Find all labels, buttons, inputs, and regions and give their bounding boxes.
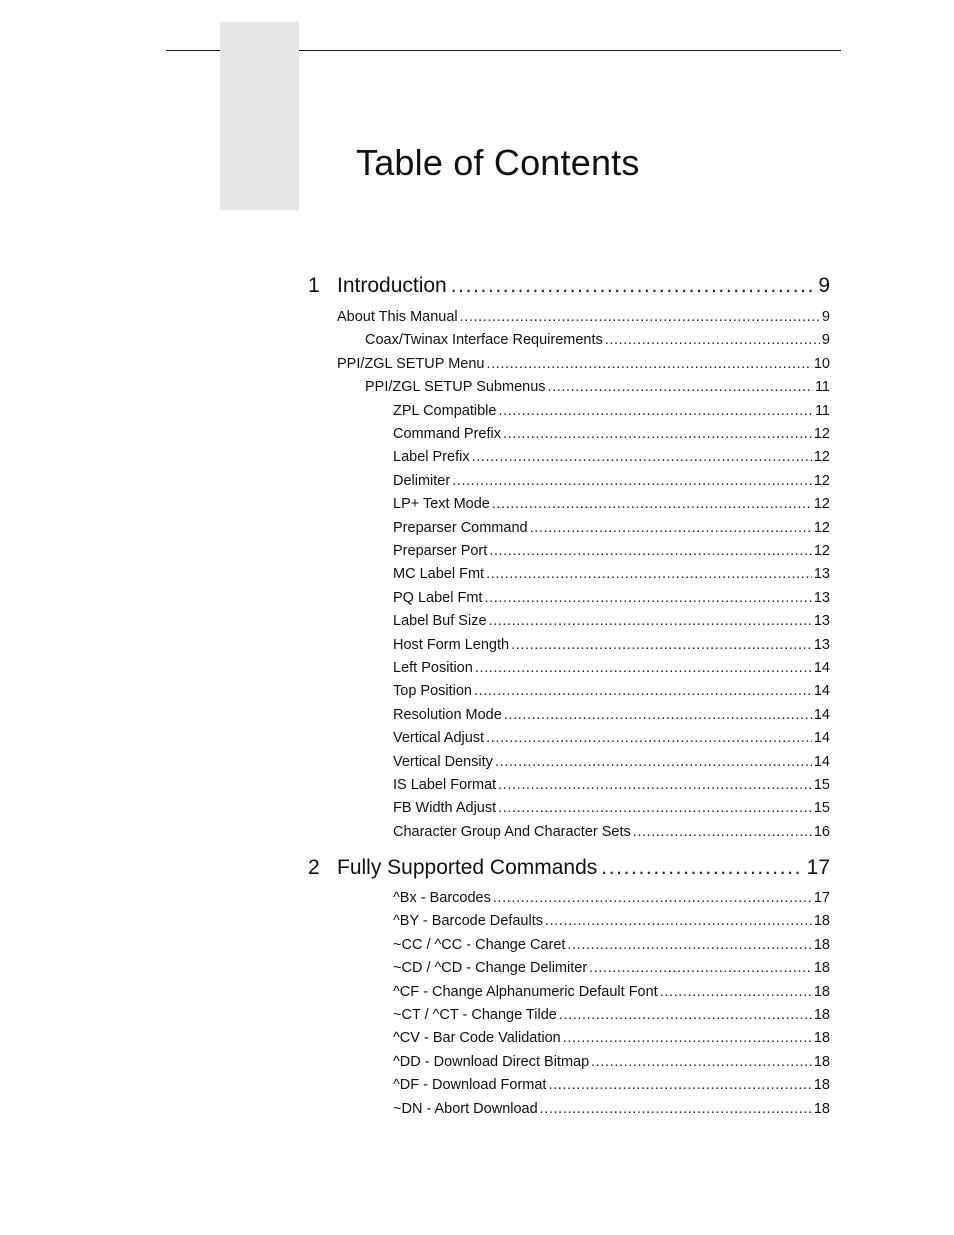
chapter-title: Fully Supported Commands [337,856,598,879]
dot-leader [452,473,812,489]
entry-page-number: 13 [813,613,830,630]
dot-leader [498,777,812,793]
toc-entry[interactable] [393,683,830,702]
dot-leader [540,1101,812,1117]
entry-page-number: 15 [813,777,830,793]
dot-leader [486,356,811,372]
entry-title: FB Width Adjust [393,800,497,817]
toc-entry[interactable] [393,1054,830,1073]
entry-page-number: 18 [813,1053,830,1070]
entry-page-number: 12 [813,426,830,442]
toc-entry[interactable] [393,660,830,679]
entry-title: ~CD / ^CD - Change Delimiter [393,960,588,977]
dot-leader [548,1077,811,1093]
entry-title: Delimiter [393,472,451,489]
dot-leader [493,890,812,906]
entry-title: Preparser Port [393,543,488,559]
entry-title: Vertical Density [393,753,493,770]
dot-leader [492,496,812,512]
dot-leader [472,449,812,465]
toc-entry[interactable] [393,449,830,468]
page-title: Table of Contents [356,142,640,183]
chapter-tab-block [220,22,299,210]
dot-leader [489,613,812,629]
toc-entry[interactable] [393,707,830,726]
dot-leader [474,683,812,699]
toc-entry[interactable] [393,520,830,539]
entry-page-number: 18 [813,960,830,977]
dot-leader [511,637,812,653]
dot-leader [601,856,802,880]
entry-title: Top Position [393,683,472,700]
toc-entry[interactable] [393,590,830,609]
dot-leader [495,754,812,770]
entry-page-number: 13 [813,636,830,653]
chapter-number: 2 [308,856,320,879]
toc-entry[interactable] [393,403,830,422]
dot-leader [503,426,812,442]
toc-chapter[interactable] [308,856,830,882]
entry-title: IS Label Format [393,777,497,793]
toc-entry[interactable] [393,1030,830,1049]
entry-page-number: 15 [813,800,830,817]
dot-leader [498,403,813,419]
toc-entry[interactable] [365,332,830,351]
entry-title: Label Buf Size [393,613,487,630]
dot-leader [559,1007,812,1023]
dot-leader [567,937,811,953]
entry-page-number: 12 [813,449,830,466]
entry-page-number: 16 [813,823,830,840]
entry-title: Resolution Mode [393,706,502,723]
entry-title: ^CV - Bar Code Validation [393,1030,561,1047]
entry-title: PQ Label Fmt [393,589,483,606]
dot-leader [605,332,820,348]
toc-entry[interactable] [393,1077,830,1096]
dot-leader [486,730,812,746]
entry-page-number: 18 [813,983,830,1000]
entry-page-number: 13 [813,566,830,583]
entry-title: Left Position [393,660,473,676]
entry-title: Coax/Twinax Interface Requirements [365,332,603,349]
toc-entry[interactable] [393,984,830,1003]
dot-leader [548,379,813,395]
entry-page-number: 14 [813,730,830,747]
toc-entry[interactable] [365,379,830,398]
toc-entry[interactable] [393,637,830,656]
entry-page-number: 14 [813,753,830,770]
toc-entry[interactable] [393,824,830,843]
entry-title: ~DN - Abort Download [393,1100,538,1117]
entry-page-number: 18 [813,1030,830,1047]
dot-leader [504,707,812,723]
entry-page-number: 17 [813,890,830,906]
entry-title: ^CF - Change Alphanumeric Default Font [393,983,658,1000]
toc-entry[interactable] [393,777,830,796]
dot-leader [633,824,812,840]
chapter-title: Introduction [337,274,447,297]
entry-page-number: 12 [813,519,830,536]
entry-page-number: 18 [813,1007,830,1023]
chapter-page-number: 17 [806,856,830,879]
toc-entry[interactable] [393,473,830,492]
entry-title: Character Group And Character Sets [393,823,631,840]
entry-title: ^DF - Download Format [393,1077,547,1094]
dot-leader [451,274,815,298]
entry-page-number: 18 [813,936,830,953]
entry-page-number: 18 [813,913,830,930]
toc-entry[interactable] [393,1101,830,1120]
chapter-number: 1 [308,274,320,297]
entry-title: PPI/ZGL SETUP Submenus [365,379,546,396]
dot-leader [475,660,812,676]
dot-leader [489,543,812,559]
toc-entry[interactable] [393,496,830,515]
dot-leader [498,800,812,816]
entry-title: ~CT / ^CT - Change Tilde [393,1007,557,1023]
entry-title: ~CC / ^CC - Change Caret [393,936,566,953]
toc-entry[interactable] [393,613,830,632]
toc-entry[interactable] [393,754,830,773]
entry-page-number: 12 [813,472,830,489]
entry-title: ^Bx - Barcodes [393,890,491,906]
toc-chapter[interactable] [308,274,830,300]
toc-entry[interactable] [393,730,830,749]
entry-title: LP+ Text Mode [393,496,490,513]
entry-page-number: 9 [821,332,830,349]
entry-title: PPI/ZGL SETUP Menu [337,355,485,372]
toc-entry[interactable] [337,356,830,375]
entry-page-number: 9 [821,309,830,325]
entry-page-number: 12 [813,496,830,513]
entry-title: Command Prefix [393,426,501,442]
toc-entry[interactable] [393,426,830,445]
dot-leader [484,590,811,606]
dot-leader [460,309,820,325]
entry-page-number: 18 [813,1077,830,1094]
toc-entry[interactable] [393,913,830,932]
entry-page-number: 14 [813,660,830,676]
chapter-page-number: 9 [818,274,830,297]
entry-page-number: 14 [813,683,830,700]
toc-entry[interactable] [393,566,830,585]
toc-entry[interactable] [393,800,830,819]
toc-entry[interactable] [393,937,830,956]
entry-page-number: 10 [813,355,830,372]
dot-leader [591,1054,812,1070]
toc-entry[interactable] [393,1007,830,1026]
entry-title: Host Form Length [393,636,510,653]
entry-title: ^DD - Download Direct Bitmap [393,1053,590,1070]
entry-title: About This Manual [337,309,458,325]
dot-leader [660,984,812,1000]
entry-page-number: 11 [814,402,830,419]
entry-title: Label Prefix [393,449,470,466]
dot-leader [545,913,812,929]
toc-entry[interactable] [393,890,830,909]
entry-page-number: 13 [813,589,830,606]
dot-leader [486,566,812,582]
dot-leader [589,960,812,976]
dot-leader [563,1030,812,1046]
toc-entry[interactable] [393,543,830,562]
entry-title: Vertical Adjust [393,730,485,747]
dot-leader [530,520,812,536]
toc-entry[interactable] [337,309,830,328]
entry-title: ^BY - Barcode Defaults [393,913,543,930]
entry-page-number: 18 [813,1100,830,1117]
entry-page-number: 14 [813,706,830,723]
entry-title: Preparser Command [393,519,528,536]
entry-title: MC Label Fmt [393,566,485,583]
entry-page-number: 12 [813,543,830,559]
toc-entry[interactable] [393,960,830,979]
entry-title: ZPL Compatible [393,402,497,419]
entry-page-number: 11 [814,379,830,396]
